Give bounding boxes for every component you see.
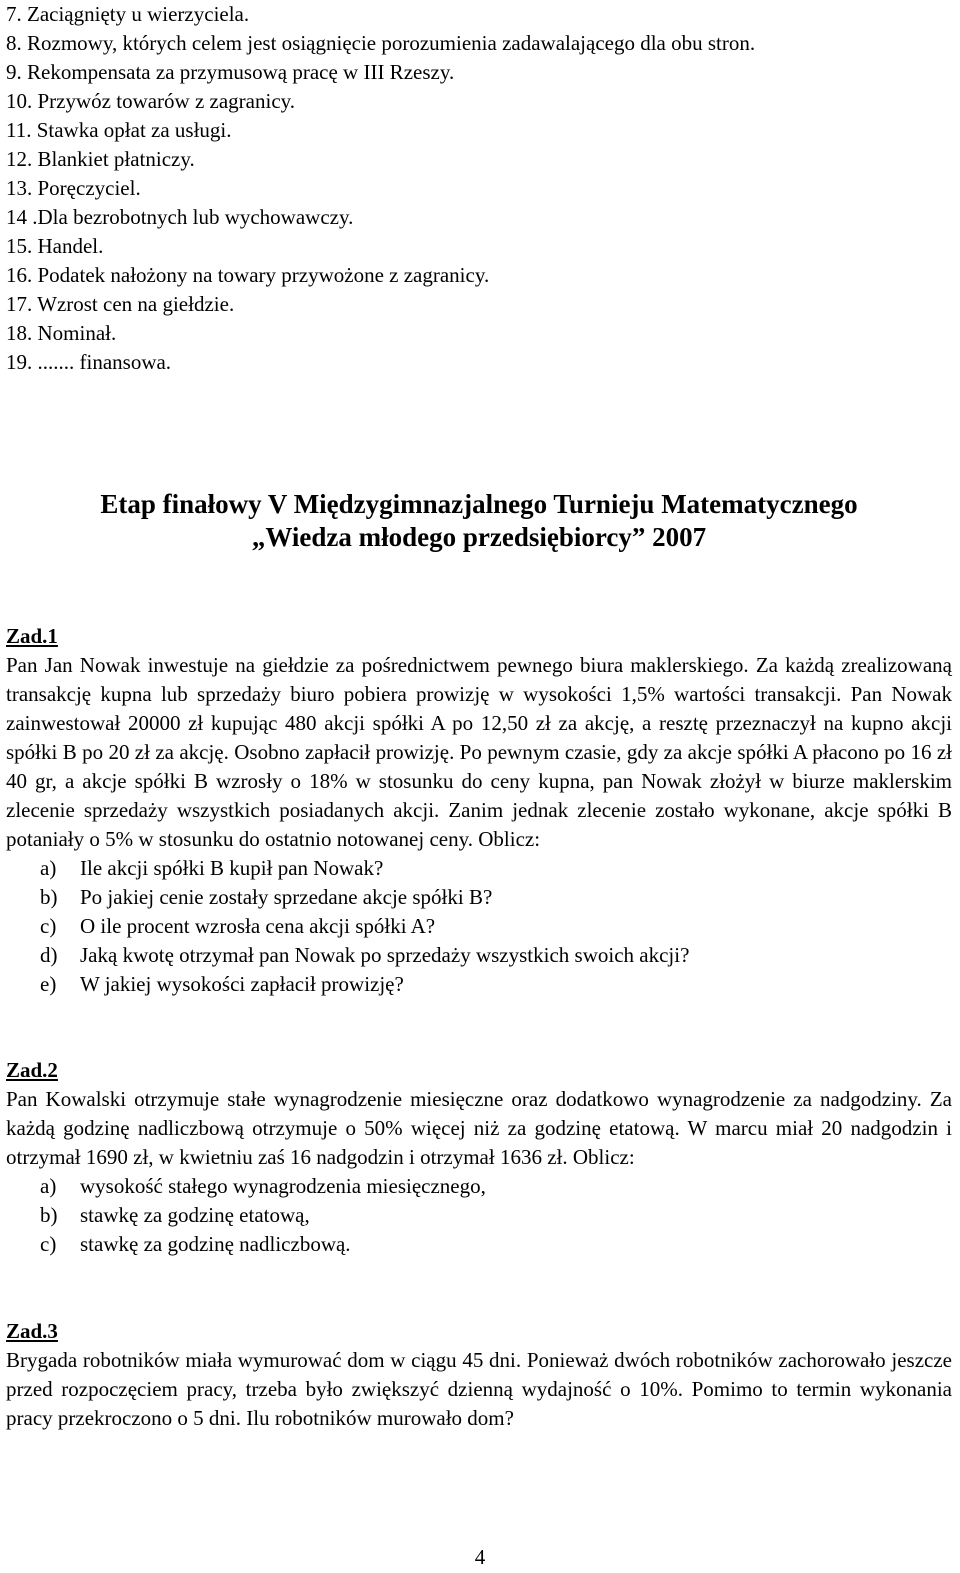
list-item: 10. Przywóz towarów z zagranicy. <box>6 89 296 113</box>
task-2 <box>6 1056 952 1259</box>
task-text: Pan Jan Nowak inwestuje na giełdzie za pośrednictwem pewnego biura maklerskiego. Za każdą zrealizowaną transakcję kupna lub sprzedaży biuro pobiera prowizję w wysokości 1,5% wartości transakcji. Pan Nowak zainwestował 20000 zł kupując 480 akcji spółki A po 12,50 zł za akcję, a resztę przeznaczył na kupno akcji spółki B po 20 zł za akcję. Osobno zapłacił prowizję. Po pewnym czasie, gdy za akcje spółki A płacono po 16 zł 40 gr, a akcje spółki B wzrosły o 18% w stosunku do ceny kupna, pan Nowak złożył w biurze maklerskim zlecenie sprzedaży wszystkich posiadanych akcji. Zanim jednak zlecenie zostało wykonane, akcje spółki B potaniały o 5% w stosunku do ostatnio notowanej ceny. Oblicz: <box>6 653 952 851</box>
task-label: Zad.2 <box>6 1058 58 1082</box>
question-item: c) stawkę za godzinę nadliczbową. <box>40 1232 351 1256</box>
question-item: b) stawkę za godzinę etatową, <box>40 1203 310 1227</box>
list-item: 14 .Dla bezrobotnych lub wychowawczy. <box>6 205 354 229</box>
list-item: 13. Poręczyciel. <box>6 176 141 200</box>
question-item: a) Ile akcji spółki B kupił pan Nowak? <box>40 856 384 880</box>
list-item: 17. Wzrost cen na giełdzie. <box>6 292 235 316</box>
page-title <box>6 488 952 554</box>
list-item: 7. Zaciągnięty u wierzyciela. <box>6 2 250 26</box>
question-item: a) wysokość stałego wynagrodzenia miesięcznego, <box>40 1174 486 1198</box>
list-item: 18. Nominał. <box>6 321 117 345</box>
title-line-2: „Wiedza młodego przedsiębiorcy” 2007 <box>251 522 707 552</box>
task-label: Zad.3 <box>6 1319 58 1343</box>
title-line-1: Etap finałowy V Międzygimnazjalnego Turnieju Matematycznego <box>100 489 858 519</box>
task-1 <box>6 622 952 999</box>
question-list <box>6 1172 952 1259</box>
question-list <box>6 854 952 999</box>
question-item: e) W jakiej wysokości zapłacił prowizję? <box>40 972 404 996</box>
list-item: 15. Handel. <box>6 234 104 258</box>
list-item: 16. Podatek nałożony na towary przywożone z zagranicy. <box>6 263 490 287</box>
list-item: 8. Rozmowy, których celem jest osiągnięcie porozumienia zadawalającego dla obu stron. <box>6 31 756 55</box>
question-item: b) Po jakiej cenie zostały sprzedane akcje spółki B? <box>40 885 493 909</box>
previous-answers-list <box>6 0 952 377</box>
list-item: 11. Stawka opłat za usługi. <box>6 118 232 142</box>
list-item: 19. ....... finansowa. <box>6 350 172 374</box>
list-item: 12. Blankiet płatniczy. <box>6 147 195 171</box>
task-text: Brygada robotników miała wymurować dom w ciągu 45 dni. Ponieważ dwóch robotników zachorowało jeszcze przed rozpoczęciem pracy, trzeba było zwiększyć dzienną wydajność o 10%. Pomimo to termin wykonania pracy przekroczono o 5 dni. Ilu robotników murowało dom? <box>6 1348 952 1430</box>
task-3 <box>6 1317 952 1433</box>
document-page <box>6 0 952 1430</box>
list-item: 9. Rekompensata za przymusową pracę w III Rzeszy. <box>6 60 455 84</box>
page-number: 4 <box>474 1545 486 1569</box>
task-text: Pan Kowalski otrzymuje stałe wynagrodzenie miesięczne oraz dodatkowo wynagrodzenie za nadgodziny. Za każdą godzinę nadliczbową otrzymuje o 50% więcej niż za godzinę etatową. W marcu miał 20 nadgodzin i otrzymał 1690 zł, w kwietniu zaś 16 nadgodzin i otrzymał 1636 zł. Oblicz: <box>6 1087 952 1169</box>
question-item: d) Jaką kwotę otrzymał pan Nowak po sprzedaży wszystkich swoich akcji? <box>40 943 690 967</box>
task-label: Zad.1 <box>6 624 58 648</box>
question-item: c) O ile procent wzrosła cena akcji spółki A? <box>40 914 436 938</box>
